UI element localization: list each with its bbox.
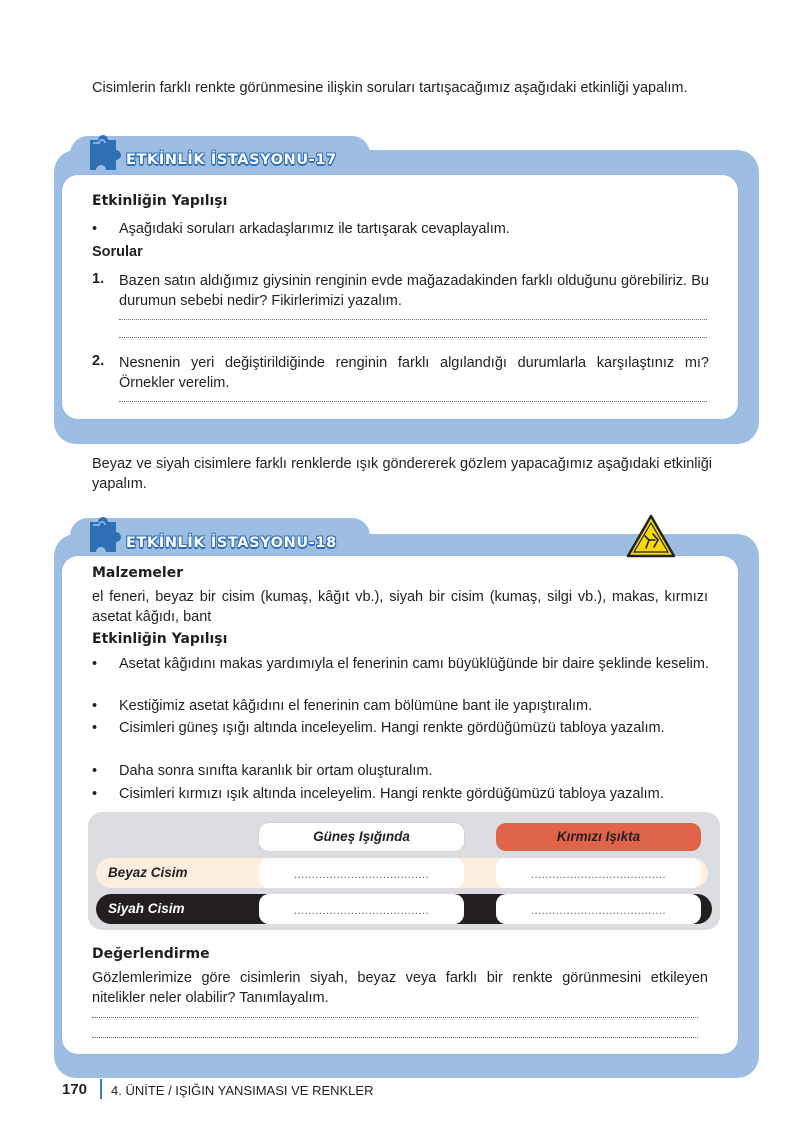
materials-text: el feneri, beyaz bir cisim (kumaş, kâğıt vb.), siyah bir cisim (kumaş, silgi vb.), makas, kırmızı asetat kâğıdı, bant [92,589,708,625]
puzzle-icon [84,130,122,176]
answer-line[interactable] [119,400,707,402]
row-label-white-object: Beyaz Cisim [108,865,188,880]
footer-divider [100,1079,102,1099]
cell-black-red-light[interactable]: ...................................... [496,894,701,924]
intro-paragraph-1: Cisimlerin farklı renkte görünmesine ilişkin soruları tartışacağımız aşağıdaki etkinliği yapalım. [92,80,688,96]
bullet-dot: • [92,763,98,779]
row-label-black-object: Siyah Cisim [108,901,185,916]
question-2-text: Nesnenin yeri değiştirildiğinde renginin farklı algılandığı durumlarla karşılaştınız mı? Örnekler verelim. [119,355,709,391]
bullet-dot: • [92,786,98,802]
cell-white-red-light[interactable]: ...................................... [496,858,701,888]
col-header-red-light: Kırmızı Işıkta [496,823,701,851]
station-18-title: ETKİNLİK İSTASYONU-18 [126,535,337,551]
cell-black-sunlight[interactable]: ...................................... [259,894,464,924]
question-1-text: Bazen satın aldığımız giysinin renginin evde mağazadakinden farklı olduğunu görebiliriz. Bu durumun sebebi nedir? Fikirlerimizi yazalım. [119,273,709,309]
step-text: Daha sonra sınıfta karanlık bir ortam oluşturalım. [119,763,433,779]
questions-heading: Sorular [92,244,143,260]
col-header-sunlight: Güneş Işığında [259,823,464,851]
answer-line[interactable] [119,336,707,338]
bullet-dot: • [92,656,98,672]
page-number: 170 [62,1081,88,1098]
unit-title: 4. ÜNİTE / IŞIĞIN YANSIMASI VE RENKLER [111,1083,374,1098]
materials-heading: Malzemeler [92,565,184,581]
station-17-procedure-heading: Etkinliğin Yapılışı [92,193,228,209]
step-text: Cisimleri kırmızı ışık altında inceleyelim. Hangi renkte gördüğümüzü tabloya yazalım. [119,786,664,802]
cell-white-sunlight[interactable]: ...................................... [259,858,464,888]
answer-line[interactable] [119,318,707,320]
evaluation-heading: Değerlendirme [92,946,210,962]
answer-line[interactable] [92,1016,698,1018]
answer-line[interactable] [92,1036,698,1038]
question-2-number: 2. [92,353,105,369]
intro-paragraph-2: Beyaz ve siyah cisimlere farklı renklerde ışık göndererek gözlem yapacağımız aşağıdaki etkinliği yapalım. [92,456,712,492]
evaluation-text: Gözlemlerimize göre cisimlerin siyah, beyaz veya farklı bir renkte görünmesini etkileyen nitelikler neler olabilir? Tanımlayalım. [92,970,708,1006]
station-18-procedure-heading: Etkinliğin Yapılışı [92,631,228,647]
step-text: Kestiğimiz asetat kâğıdını el fenerinin cam bölümüne bant ile yapıştıralım. [119,698,593,714]
bullet-dot: • [92,720,98,736]
question-1-number: 1. [92,271,105,287]
puzzle-icon [84,512,122,558]
station-17-title: ETKİNLİK İSTASYONU-17 [126,152,337,168]
bullet-text: Aşağıdaki soruları arkadaşlarımız ile tartışarak cevaplayalım. [119,221,510,237]
bullet-dot: • [92,698,98,714]
step-text: Asetat kâğıdını makas yardımıyla el fenerinin camı büyüklüğünde bir daire şeklinde keselim. [119,656,709,672]
warning-icon [626,514,676,558]
step-text: Cisimleri güneş ışığı altında inceleyelim. Hangi renkte gördüğümüzü tabloya yazalım. [119,720,665,736]
bullet-dot: • [92,221,98,237]
